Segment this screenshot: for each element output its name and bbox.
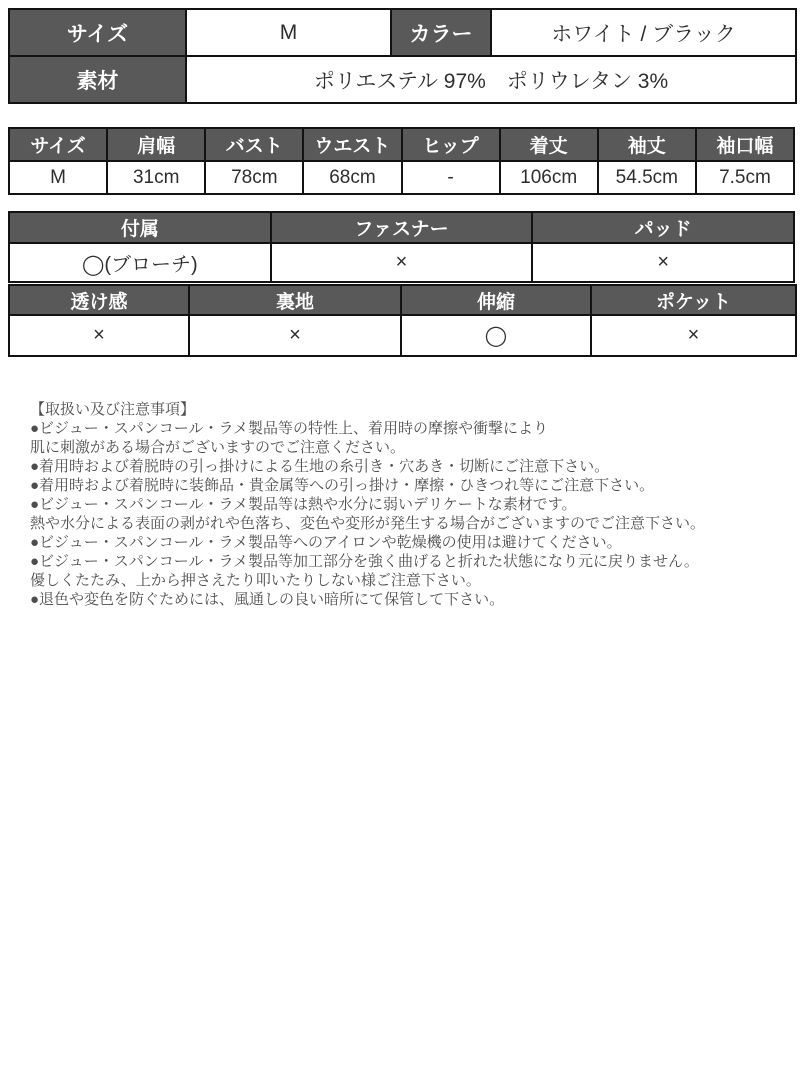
measurement-header-cell: 肩幅 [107, 128, 205, 161]
feature-value-cell: × [9, 315, 189, 356]
measurement-value-cell: M [9, 161, 107, 194]
feature-value-cell: ◯ [401, 315, 591, 356]
care-note-line: ●着用時および着脱時に装飾品・貴金属等への引っ掛け・摩擦・ひきつれ等にご注意下さい。 [30, 477, 655, 494]
feature-value-cell: × [591, 315, 796, 356]
feature-value-cell: × [271, 243, 533, 282]
measurement-value-cell: 78cm [205, 161, 303, 194]
care-note-line: 熱や水分による表面の剥がれや色落ち、変色や変形が発生する場合がございますのでご注意下さい。 [30, 515, 706, 532]
color-value-cell: ホワイト / ブラック [491, 9, 796, 56]
care-note-line: ●ビジュー・スパンコール・ラメ製品等は熱や水分に弱いデリケートな素材です。 [30, 496, 577, 513]
feature-header-cell: ファスナー [271, 212, 533, 243]
size-value-cell: M [186, 9, 391, 56]
table-value-row [9, 315, 796, 356]
measurement-header-cell: 袖口幅 [696, 128, 794, 161]
feature-header-cell: パッド [532, 212, 794, 243]
measurement-header-cell: 袖丈 [598, 128, 696, 161]
feature-header-cell: ポケット [591, 285, 796, 315]
size-label-cell: サイズ [9, 9, 186, 56]
measurement-header-cell: サイズ [9, 128, 107, 161]
material-label-cell: 素材 [9, 56, 186, 103]
color-label-cell: カラー [391, 9, 491, 56]
feature-header-cell: 付属 [9, 212, 271, 243]
measurement-value-cell: - [402, 161, 500, 194]
care-note-line: 肌に刺激がある場合がございますのでご注意ください。 [30, 439, 406, 456]
measurement-value-cell: 54.5cm [598, 161, 696, 194]
measurement-value-cell: 68cm [303, 161, 401, 194]
care-note-line: ●着用時および着脱時の引っ掛けによる生地の糸引き・穴あき・切断にご注意下さい。 [30, 458, 610, 475]
table-header-row [9, 285, 796, 315]
table-row [9, 9, 796, 56]
measurement-header-cell: 着丈 [500, 128, 598, 161]
table-row [9, 56, 796, 103]
measurement-value-cell: 106cm [500, 161, 598, 194]
feature-value-cell: × [532, 243, 794, 282]
material-value-cell: ポリエステル 97% ポリウレタン 3% [186, 56, 796, 103]
measurements-table [8, 127, 795, 195]
size-color-material-table [8, 8, 797, 104]
feature-value-cell: × [189, 315, 401, 356]
features-table-fabric [8, 284, 797, 357]
table-value-row [9, 161, 794, 194]
care-note-line: ●ビジュー・スパンコール・ラメ製品等加工部分を強く曲げると折れた状態になり元に戻りません。 [30, 553, 699, 570]
care-note-line: ●ビジュー・スパンコール・ラメ製品等へのアイロンや乾燥機の使用は避けてください。 [30, 534, 622, 551]
feature-header-cell: 透け感 [9, 285, 189, 315]
measurement-header-cell: バスト [205, 128, 303, 161]
measurement-header-cell: ウエスト [303, 128, 401, 161]
feature-header-cell: 裏地 [189, 285, 401, 315]
feature-value-cell: ◯(ブローチ) [9, 243, 271, 282]
table-header-row [9, 212, 794, 243]
measurement-value-cell: 31cm [107, 161, 205, 194]
feature-header-cell: 伸縮 [401, 285, 591, 315]
care-notes [30, 400, 770, 609]
features-table-accessories [8, 211, 795, 283]
care-note-line: 優しくたたみ、上から押さえたり叩いたりしない様ご注意下さい。 [30, 572, 481, 589]
care-note-line: ●ビジュー・スパンコール・ラメ製品等の特性上、着用時の摩擦や衝撃により [30, 420, 549, 437]
care-notes-title: 【取扱い及び注意事項】 [30, 401, 196, 418]
measurement-value-cell: 7.5cm [696, 161, 794, 194]
table-header-row [9, 128, 794, 161]
measurement-header-cell: ヒップ [402, 128, 500, 161]
table-value-row [9, 243, 794, 282]
care-note-line: ●退色や変色を防ぐためには、風通しの良い暗所にて保管して下さい。 [30, 591, 505, 608]
